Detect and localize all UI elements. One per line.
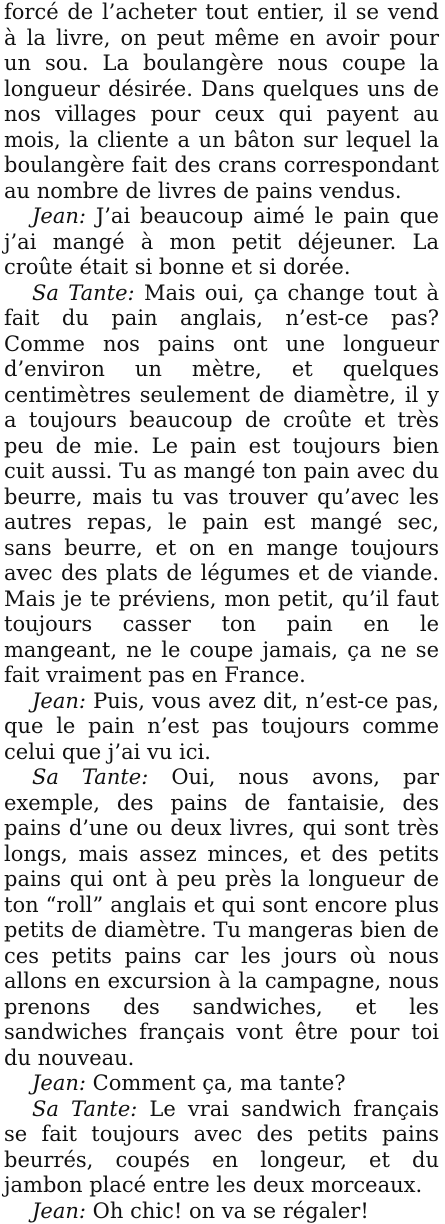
dialogue-jean-1 — [4, 204, 439, 281]
speaker-label: Jean: — [32, 1071, 86, 1095]
dialogue-jean-2 — [4, 689, 439, 766]
dialogue-text: J’ai beaucoup aimé le pain que j’ai mangé à mon petit déjeuner. La croûte était si bonne et si dorée. — [4, 204, 439, 279]
dialogue-text: Comment ça, ma tante? — [93, 1071, 346, 1095]
dialogue-jean-4 — [4, 1199, 439, 1224]
dialogue-text: Puis, vous avez dit, n’est-ce pas, que le pain n’est pas toujours comme celui que j’ai vu ici. — [4, 689, 439, 764]
paragraph-text: forcé de l’acheter tout entier, il se vend à la livre, on peut même en avoir pour un sou. La boulangère nous coupe la longueur désirée. Dans quelques uns de nos villages pour ceux qui payent au mois, la cliente a un bâton sur lequel la boulangère fait des crans correspondant au nombre de livres de pains vendus. — [4, 0, 439, 203]
dialogue-text: Mais oui, ça change tout à fait du pain anglais, n’est-ce pas? Comme nos pains ont une longueur d’environ un mètre, et quelques centimètres seulement de diamètre, il y a toujours beaucoup de croûte et très peu de mie. Le pain est toujours bien cuit aussi. Tu as mangé ton pain avec du beurre, mais tu vas trouver qu’avec les autres repas, le pain est mangé sec, sans beurre, et on en mange toujours avec des plats de légumes et de viande. Mais je te préviens, mon petit, qu’il faut toujours casser ton pain en le mangeant, ne le coupe jamais, ça ne se fait vraiment pas en France. — [4, 281, 439, 688]
dialogue-tante-1 — [4, 281, 439, 689]
dialogue-jean-3 — [4, 1071, 439, 1097]
speaker-label: Jean: — [32, 689, 86, 713]
dialogue-tante-2 — [4, 765, 439, 1071]
dialogue-tante-3 — [4, 1097, 439, 1199]
dialogue-text: Oui, nous avons, par exemple, des pains de fantaisie, des pains d’une ou deux livres, qui sont très longs, mais assez minces, et des petits pains qui ont à peu près la longueur de ton “roll” anglais et qui sont encore plus petits de diamètre. Tu mangeras bien de ces petits pains car les jours où nous allons en excursion à la campagne, nous prenons des sandwiches, et les sandwiches français vont être pour toi du nouveau. — [4, 765, 439, 1070]
speaker-label: Jean: — [32, 204, 86, 228]
dialogue-text: Oh chic! on va se régaler! — [93, 1199, 369, 1223]
dialogue-text: Le vrai sandwich français se fait toujours avec des petits pains beurrés, coupés en longeur, et du jambon placé entre les deux morceaux. — [4, 1097, 439, 1198]
paragraph-narration — [4, 0, 439, 204]
speaker-label: Sa Tante: — [32, 1097, 137, 1121]
speaker-label: Jean: — [32, 1199, 86, 1223]
speaker-label: Sa Tante: — [32, 281, 135, 305]
speaker-label: Sa Tante: — [32, 765, 148, 789]
